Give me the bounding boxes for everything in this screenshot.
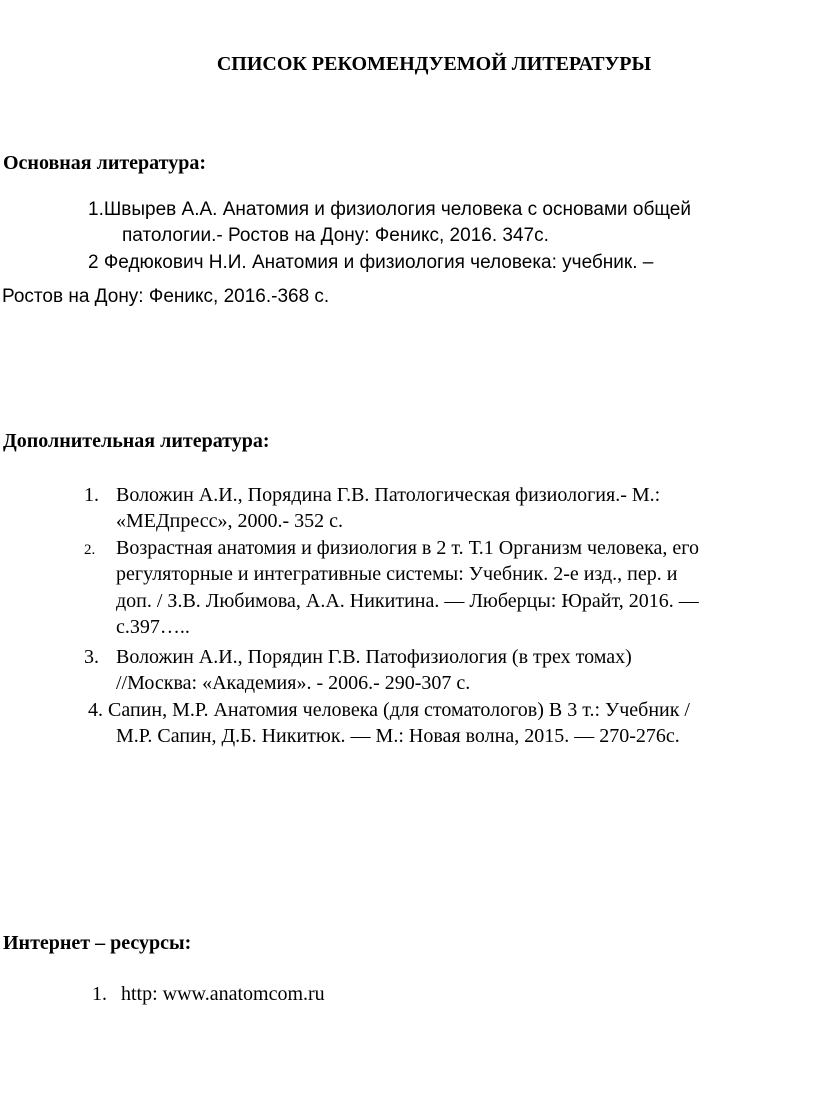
list-item-line: Возрастная анатомия и физиология в 2 т. Т.1 Организм человека, его xyxy=(116,537,699,559)
list-item-number: 1. xyxy=(92,983,107,1005)
list-item-number: 2. xyxy=(84,542,96,558)
page-title: СПИСОК РЕКОМЕНДУЕМОЙ ЛИТЕРАТУРЫ xyxy=(216,53,652,75)
list-item-line: //Москва: «Академия». - 2006.- 290-307 с. xyxy=(116,672,471,694)
list-item-line: Воложин А.И., Порядина Г.В. Патологическая физиология.- М.: xyxy=(116,484,661,506)
list-item-number: 3. xyxy=(84,646,99,668)
list-item-number: 4. xyxy=(88,699,103,721)
list-item-number: 1. xyxy=(84,484,99,506)
list-item-line: М.Р. Сапин, Д.Б. Никитюк. — М.: Новая волна, 2015. — 270-276с. xyxy=(116,725,680,747)
list-item-line: Воложин А.И., Порядин Г.В. Патофизиология (в трех томах) xyxy=(116,646,632,668)
internet-resources-heading: Интернет – ресурсы: xyxy=(3,932,192,954)
list-item-line: патологии.- Ростов на Дону: Феникс, 2016. 347с. xyxy=(122,225,549,246)
list-item-line: регуляторные и интегративные системы: Учебник. 2-е изд., пер. и xyxy=(116,563,678,585)
list-item-line: с.397….. xyxy=(116,616,190,638)
list-item-line: 2 Федюкович Н.И. Анатомия и физиология человека: учебник. – xyxy=(88,252,654,273)
list-item-line: Ростов на Дону: Феникс, 2016.-368 с. xyxy=(2,286,330,307)
list-item-line: доп. / З.В. Любимова, А.А. Никитина. — Люберцы: Юрайт, 2016. — xyxy=(116,590,699,612)
list-item-line: 1.Швырев А.А. Анатомия и физиология человека с основами общей xyxy=(88,199,691,220)
list-item-line: «МЕДпресс», 2000.- 352 с. xyxy=(116,510,344,532)
main-literature-heading: Основная литература: xyxy=(3,152,206,174)
list-item-line: Сапин, М.Р. Анатомия человека (для стоматологов) В 3 т.: Учебник / xyxy=(108,699,690,721)
additional-literature-heading: Дополнительная литература: xyxy=(3,430,270,452)
resource-link[interactable]: http: www.anatomcom.ru xyxy=(121,983,325,1005)
